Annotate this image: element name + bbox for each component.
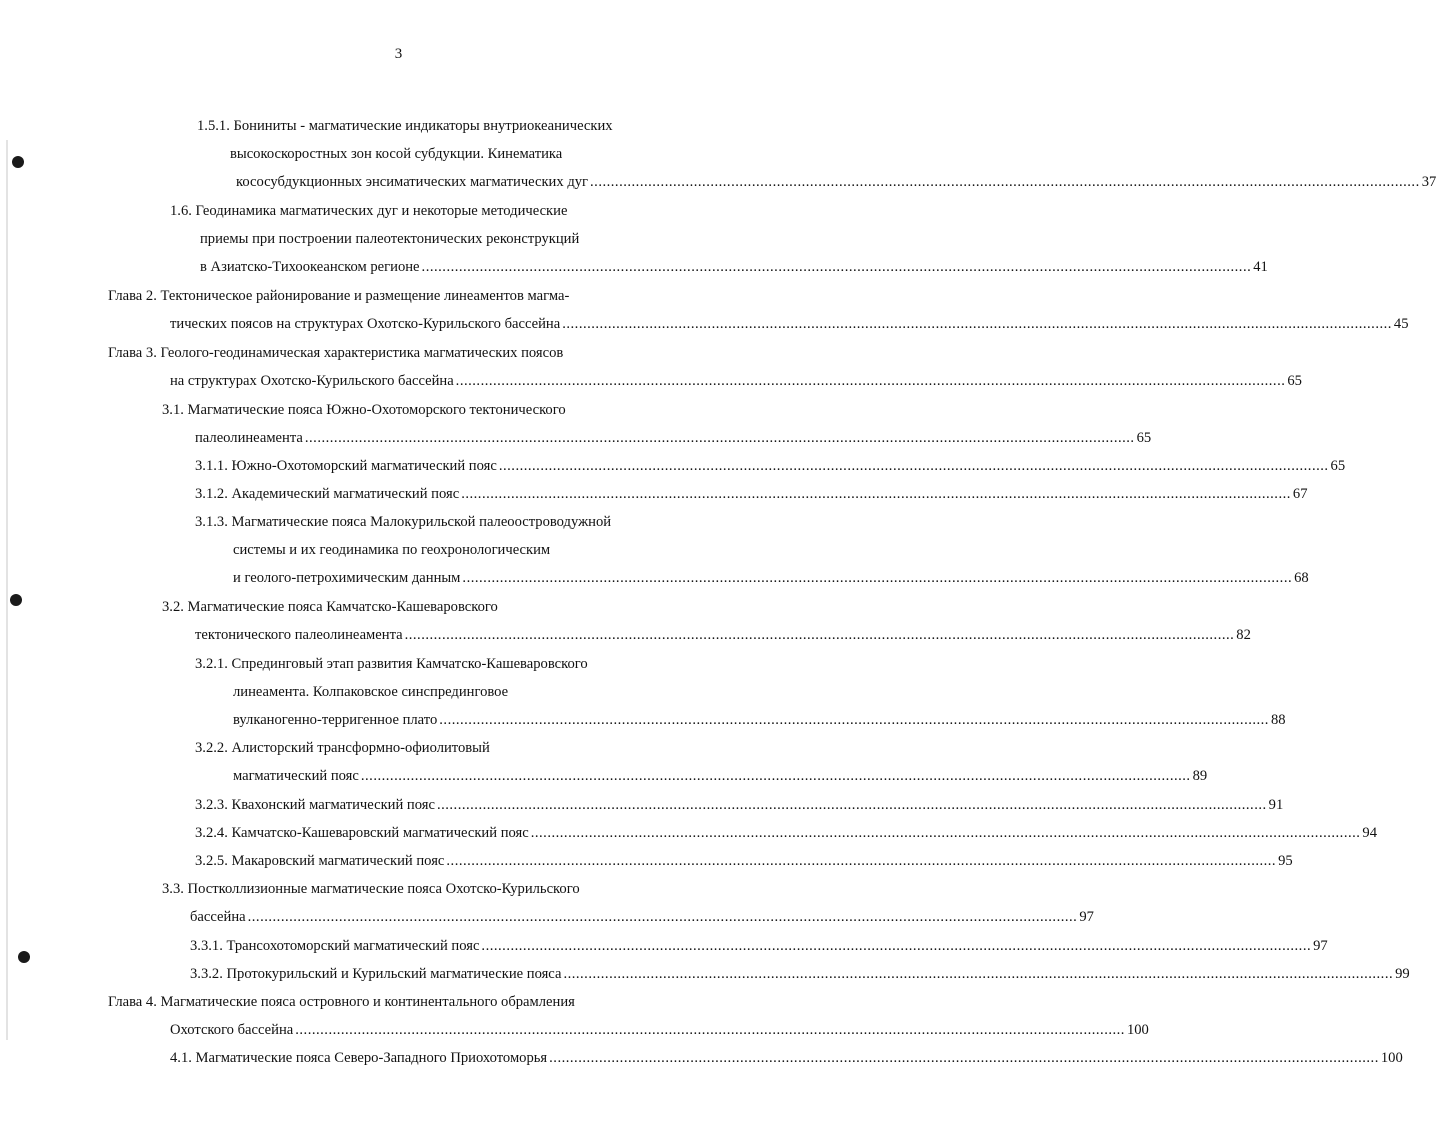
toc-entry-title: Охотского бассейна bbox=[170, 1022, 294, 1038]
punch-hole-bottom bbox=[18, 951, 30, 963]
toc-page-number: 41 bbox=[1253, 259, 1268, 275]
toc-entry-title: 3.1.3. Магматические пояса Малокурильской палеоостроводужной bbox=[195, 514, 612, 530]
toc-leader-dots: ........................................................................................................................................................................................................ bbox=[530, 825, 1361, 841]
toc-page-number: 88 bbox=[1270, 712, 1286, 728]
toc-entry-title: вулканогенно-терригенное плато bbox=[233, 712, 438, 728]
toc-entry-title: 3.2.3. Квахонский магматический пояс bbox=[195, 797, 435, 813]
toc-page-number: 68 bbox=[1294, 570, 1309, 586]
toc-entry-continuation bbox=[162, 401, 566, 419]
toc-leader-dots: ........................................................................................................................................................................................................ bbox=[563, 966, 1394, 982]
toc-leader-dots: ........................................................................................................................................................................................................ bbox=[436, 797, 1267, 813]
toc-entry-title: бассейна bbox=[190, 909, 246, 925]
toc-page-number: 65 bbox=[1287, 373, 1302, 389]
toc-entry-continuation bbox=[195, 513, 611, 531]
toc-entry-title: приемы при построении палеотектонических реконструкций bbox=[200, 231, 580, 247]
toc-entry bbox=[233, 711, 1286, 729]
toc-entry-title: и геолого-петрохимическим данным bbox=[233, 570, 461, 586]
toc-entry-title: системы и их геодинамика по геохронологическим bbox=[233, 542, 551, 558]
toc-page-number: 91 bbox=[1268, 797, 1284, 813]
toc-entry bbox=[233, 767, 1208, 785]
toc-entry-title: 3.2.4. Камчатско-Кашеваровский магматический пояс bbox=[195, 825, 529, 841]
toc-entry-continuation bbox=[233, 541, 550, 559]
toc-leader-dots: ........................................................................................................................................................................................................ bbox=[247, 909, 1078, 925]
toc-entry-continuation bbox=[108, 993, 575, 1011]
toc-page-number: 82 bbox=[1236, 627, 1251, 643]
toc-entry bbox=[190, 937, 1328, 955]
toc-page-number: 99 bbox=[1395, 966, 1410, 982]
toc-page-number: 45 bbox=[1393, 316, 1409, 332]
toc-entry-title: 3.3.2. Протокурильский и Курильский магматические пояса bbox=[190, 966, 562, 982]
toc-entry-continuation bbox=[162, 598, 498, 616]
toc-entry-title: 3.2. Магматические пояса Камчатско-Кашеваровского bbox=[162, 599, 498, 615]
toc-entry-title: 3.3.1. Трансохотоморский магматический пояс bbox=[190, 938, 480, 954]
toc-entry-continuation bbox=[108, 287, 569, 305]
toc-entry-title: линеамента. Колпаковское синспрединговое bbox=[233, 684, 509, 700]
toc-page-number: 65 bbox=[1330, 458, 1346, 474]
toc-entry bbox=[195, 485, 1308, 503]
toc-entry-title: Глава 4. Магматические пояса островного и континентального обрамления bbox=[108, 994, 575, 1010]
toc-entry-title: палеолинеамента bbox=[195, 430, 303, 446]
toc-leader-dots: ........................................................................................................................................................................................................ bbox=[439, 712, 1269, 728]
toc-entry-continuation bbox=[200, 230, 579, 248]
toc-entry-continuation bbox=[108, 344, 563, 362]
toc-entry-title: тектонического палеолинеамента bbox=[195, 627, 403, 643]
toc-entry bbox=[195, 796, 1284, 814]
toc-entry-continuation bbox=[162, 880, 580, 898]
toc-page-number: 94 bbox=[1362, 825, 1378, 841]
toc-entry-title: тических поясов на структурах Охотско-Курильского бассейна bbox=[170, 316, 561, 332]
toc-entry bbox=[170, 1049, 1403, 1067]
punch-hole-middle bbox=[10, 594, 22, 606]
toc-entry-title: 1.6. Геодинамика магматических дуг и некоторые методические bbox=[170, 203, 568, 219]
toc-leader-dots: ........................................................................................................................................................................................................ bbox=[562, 316, 1392, 332]
toc-entry-continuation bbox=[195, 739, 490, 757]
toc-entry-title: в Азиатско-Тихоокеанском регионе bbox=[200, 259, 420, 275]
toc-entry-title: на структурах Охотско-Курильского бассейна bbox=[170, 373, 454, 389]
toc-entry-title: магматический пояс bbox=[233, 768, 359, 784]
toc-page-number: 95 bbox=[1278, 853, 1293, 869]
toc-entry-title: 3.3. Постколлизионные магматические пояса Охотско-Курильского bbox=[162, 881, 580, 897]
toc-leader-dots: ........................................................................................................................................................................................................ bbox=[455, 373, 1286, 389]
toc-page-number: 65 bbox=[1136, 430, 1152, 446]
toc-entry bbox=[190, 908, 1094, 926]
scan-edge-mark bbox=[6, 140, 8, 1040]
toc-entry bbox=[170, 372, 1302, 390]
toc-leader-dots: ........................................................................................................................................................................................................ bbox=[462, 570, 1293, 586]
toc-page-number: 100 bbox=[1126, 1022, 1149, 1038]
toc-entry-title: 3.1. Магматические пояса Южно-Охотоморского тектонического bbox=[162, 402, 566, 418]
toc-leader-dots: ........................................................................................................................................................................................................ bbox=[481, 938, 1312, 954]
punch-hole-top bbox=[12, 156, 24, 168]
toc-entry bbox=[170, 315, 1409, 333]
toc-leader-dots: ........................................................................................................................................................................................................ bbox=[461, 486, 1291, 502]
toc-entry bbox=[195, 824, 1378, 842]
toc-entry-title: кососубдукционных энсиматических магматических дуг bbox=[236, 174, 589, 190]
toc-entry-title: 3.2.2. Алисторский трансформно-офиолитовый bbox=[195, 740, 490, 756]
toc-page-number: 100 bbox=[1380, 1050, 1403, 1066]
toc-entry-title: 3.2.1. Спрединговый этап развития Камчатско-Кашеваровского bbox=[195, 656, 588, 672]
toc-entry-title: 3.1.1. Южно-Охотоморский магматический пояс bbox=[195, 458, 497, 474]
toc-entry-title: 1.5.1. Бониниты - магматические индикаторы внутриокеанических bbox=[197, 118, 613, 134]
toc-entry-title: высокоскоростных зон косой субдукции. Кинематика bbox=[230, 146, 563, 162]
toc-leader-dots: ........................................................................................................................................................................................................ bbox=[295, 1022, 1125, 1038]
toc-leader-dots: ........................................................................................................................................................................................................ bbox=[304, 430, 1135, 446]
toc-leader-dots: ........................................................................................................................................................................................................ bbox=[446, 853, 1277, 869]
toc-page-number: 67 bbox=[1292, 486, 1308, 502]
toc-page-number: 97 bbox=[1313, 938, 1328, 954]
toc-entry-continuation bbox=[233, 683, 508, 701]
toc-entry-title: 4.1. Магматические пояса Северо-Западного Приохотоморья bbox=[170, 1050, 548, 1066]
toc-entry bbox=[190, 965, 1410, 983]
toc-page-number: 89 bbox=[1192, 768, 1208, 784]
toc-entry-continuation bbox=[170, 202, 567, 220]
toc-entry-title: 3.1.2. Академический магматический пояс bbox=[195, 486, 460, 502]
toc-entry-continuation bbox=[195, 655, 588, 673]
toc-leader-dots: ........................................................................................................................................................................................................ bbox=[421, 259, 1252, 275]
toc-entry-title: Глава 3. Геолого-геодинамическая характеристика магматических поясов bbox=[108, 345, 564, 361]
toc-entry-title: 3.2.5. Макаровский магматический пояс bbox=[195, 853, 445, 869]
toc-page-number: 97 bbox=[1079, 909, 1094, 925]
toc-leader-dots: ........................................................................................................................................................................................................ bbox=[360, 768, 1191, 784]
toc-entry bbox=[170, 1021, 1149, 1039]
toc-leader-dots: ........................................................................................................................................................................................................ bbox=[590, 174, 1420, 190]
toc-entry bbox=[200, 258, 1268, 276]
page-number: 3 bbox=[394, 46, 403, 62]
toc-leader-dots: ........................................................................................................................................................................................................ bbox=[498, 458, 1329, 474]
toc-leader-dots: ........................................................................................................................................................................................................ bbox=[404, 627, 1235, 643]
toc-entry bbox=[195, 626, 1251, 644]
toc-entry-continuation bbox=[230, 145, 562, 163]
toc-entry-continuation bbox=[197, 117, 613, 135]
toc-entry bbox=[195, 429, 1152, 447]
toc-entry bbox=[236, 173, 1436, 191]
toc-entry bbox=[195, 852, 1293, 870]
toc-entry-title: Глава 2. Тектоническое районирование и размещение линеаментов магма- bbox=[108, 288, 570, 304]
toc-entry bbox=[195, 457, 1346, 475]
toc-page-number: 37 bbox=[1421, 174, 1436, 190]
toc-entry bbox=[233, 569, 1309, 587]
toc-leader-dots: ........................................................................................................................................................................................................ bbox=[549, 1050, 1379, 1066]
